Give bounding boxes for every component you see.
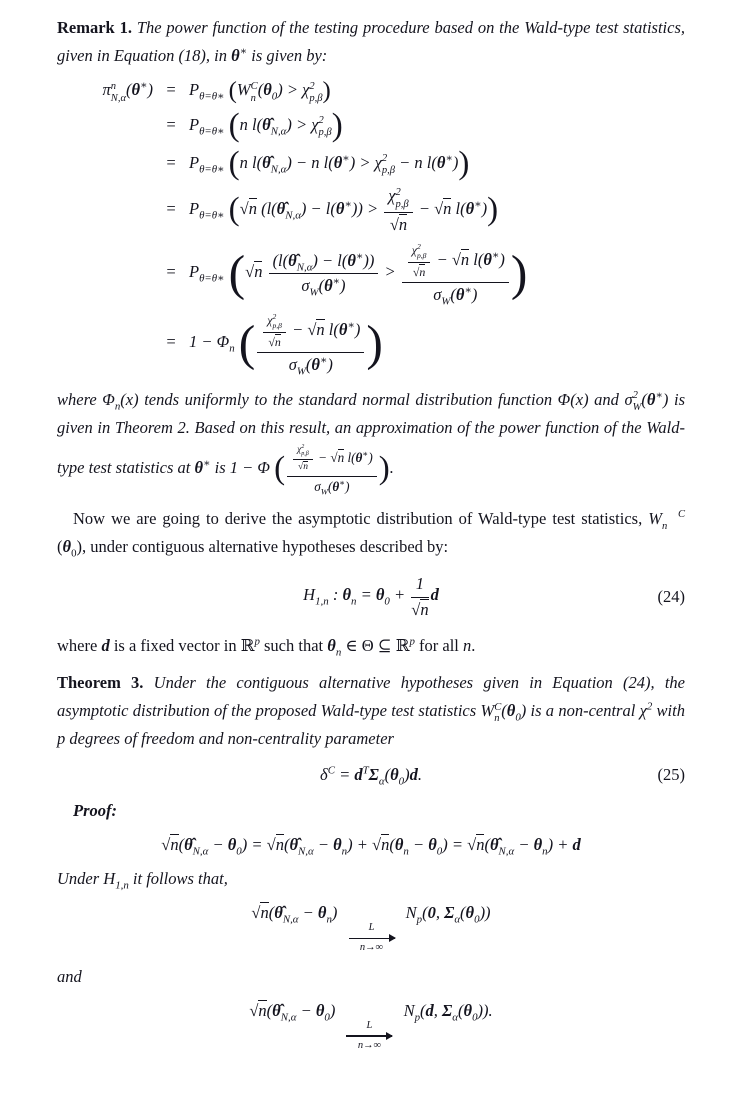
equation-25-number: (25) [657, 765, 685, 785]
theorem-paragraph [57, 669, 685, 753]
derivation-rhs: $P_{\theta=\theta∗}$ (WC n $(\theta_0) > \chi 2$ p,β) [189, 77, 331, 105]
derivation-rhs: $P_{\theta=\theta∗}$ (√n $(l(\thetâ_{N,\alpha}) - l(\theta^∗))$ > χ2 p,β √n − √n l(θ∗)) [189, 186, 499, 235]
equals-sign: = [165, 114, 177, 134]
equation-25-body: $\delta^C = d^T\Sigma_\alpha(\theta_0)d$. [320, 764, 422, 788]
equals-sign: = [165, 332, 177, 352]
derivation-row-5 [57, 241, 685, 306]
remark-body: The power function of the testing procedure based on the Wald-type test statistics, given in Equation (18), in θ∗ is given by: [57, 18, 685, 66]
and-label: and [57, 967, 82, 987]
derivation-row-1 [57, 79, 685, 104]
convergence-equation-1: $√n(\thetâ_{N,\alpha} - \theta_n)$ $\frac{L}{n\to\infty}$ $N_p(0$, $\Sigma_\alpha(\theta_0)$) [251, 903, 491, 953]
derivation-row-2 [57, 109, 685, 142]
convergence-equation-2: $√n(\thetâ_{N,\alpha} - \theta_0)$ $\frac{L}{n\to\infty}$ $N_p(d$, $\Sigma_\alpha(\theta_0)$). [249, 1001, 493, 1051]
equation-24-number: (24) [657, 586, 685, 606]
derivation-row-6 [57, 311, 685, 376]
where-phi-paragraph: where $\Phi_n(x)$ tends uniformly to the standard normal distribution function Φ(x) and σ2 W(θ∗) is given in Theorem 2. Based on this result, an approximation of the power function of the Wald-type test statistics at θ∗ is 1 − Φ ( χ2 p,β √n − √n l(θ∗) $\sigma_W(\theta^∗)$ ). [57, 389, 685, 497]
proof-equation: $√n(\thetâ_{N,\alpha} - \theta_0)$ = $√n(\thetâ_{N,\alpha} - \theta_n) + √n(\theta_n - \theta_0)$ = $√n(\thetâ_{N,\alpha} - \theta_n) + d$ [161, 835, 581, 858]
equation-25 [57, 764, 685, 788]
derivation-rhs: $P_{\theta=\theta∗}$ (n $l(\thetâ_{N,\alpha}) - n$ l(θ∗) > χ2 p,β − n l(θ∗)) [189, 145, 470, 182]
where-d-paragraph: where d is a fixed vector in ℝ$^p$ such that $\theta_n$ ∈ Θ ⊆ ℝ$^p$ for all n. [57, 635, 476, 659]
equals-sign: = [165, 199, 177, 219]
power-function-derivation [57, 79, 685, 376]
equation-24 [57, 573, 685, 620]
equals-sign: = [165, 262, 177, 282]
equals-sign: = [165, 152, 177, 172]
under-h1n-paragraph: Under $H_{1,n}$ it follows that, [57, 869, 228, 892]
equation-24-body: $H_{1,n}$ : $\theta_n = \theta_0$ + $\frac{1}{√n}$ d [303, 573, 439, 619]
remark-paragraph [57, 14, 685, 70]
equals-sign: = [165, 80, 177, 100]
derivation-lhs: πn N,α(θ∗) [102, 79, 153, 104]
derivation-rhs: $1 - \Phi_n$ ( χ2 p,β √n − √n l(θ∗) $\sigma_W(\theta^∗)$ ) [189, 312, 383, 378]
remark-label: Remark 1. [57, 18, 132, 37]
theorem-body: Under the contiguous alternative hypotheses given in Equation (24), the asymptotic distribution of the proposed Wald-type test statistics WC n $(\theta_0)$ is a non-central $\chi^2$ with p degrees of freedom and non-centrality parameter [57, 673, 685, 749]
derivation-row-4 [57, 185, 685, 236]
theorem-label: Theorem 3. [57, 673, 144, 693]
now-derive-paragraph: Now we are going to derive the asymptotic distribution of Wald-type test statistics, W C $n(\theta_0)$, under contiguous alternative hypotheses described by: [57, 508, 685, 560]
derivation-row-3 [57, 147, 685, 180]
proof-label: Proof: [73, 801, 117, 821]
derivation-rhs: $P_{\theta=\theta∗}$ (√n $\frac{(l(\thetâ_{N,\alpha}) - l(\theta^∗))}{\sigma_W(\theta^∗)}$ > χ2 p,β √n − √n l(θ∗) $\sigma_W(\theta^∗)$ ) [189, 242, 528, 308]
derivation-rhs: $P_{\theta=\theta∗}$ (n $l(\thetâ_{N,\alpha}) > \chi 2$ p,β) [189, 107, 343, 144]
